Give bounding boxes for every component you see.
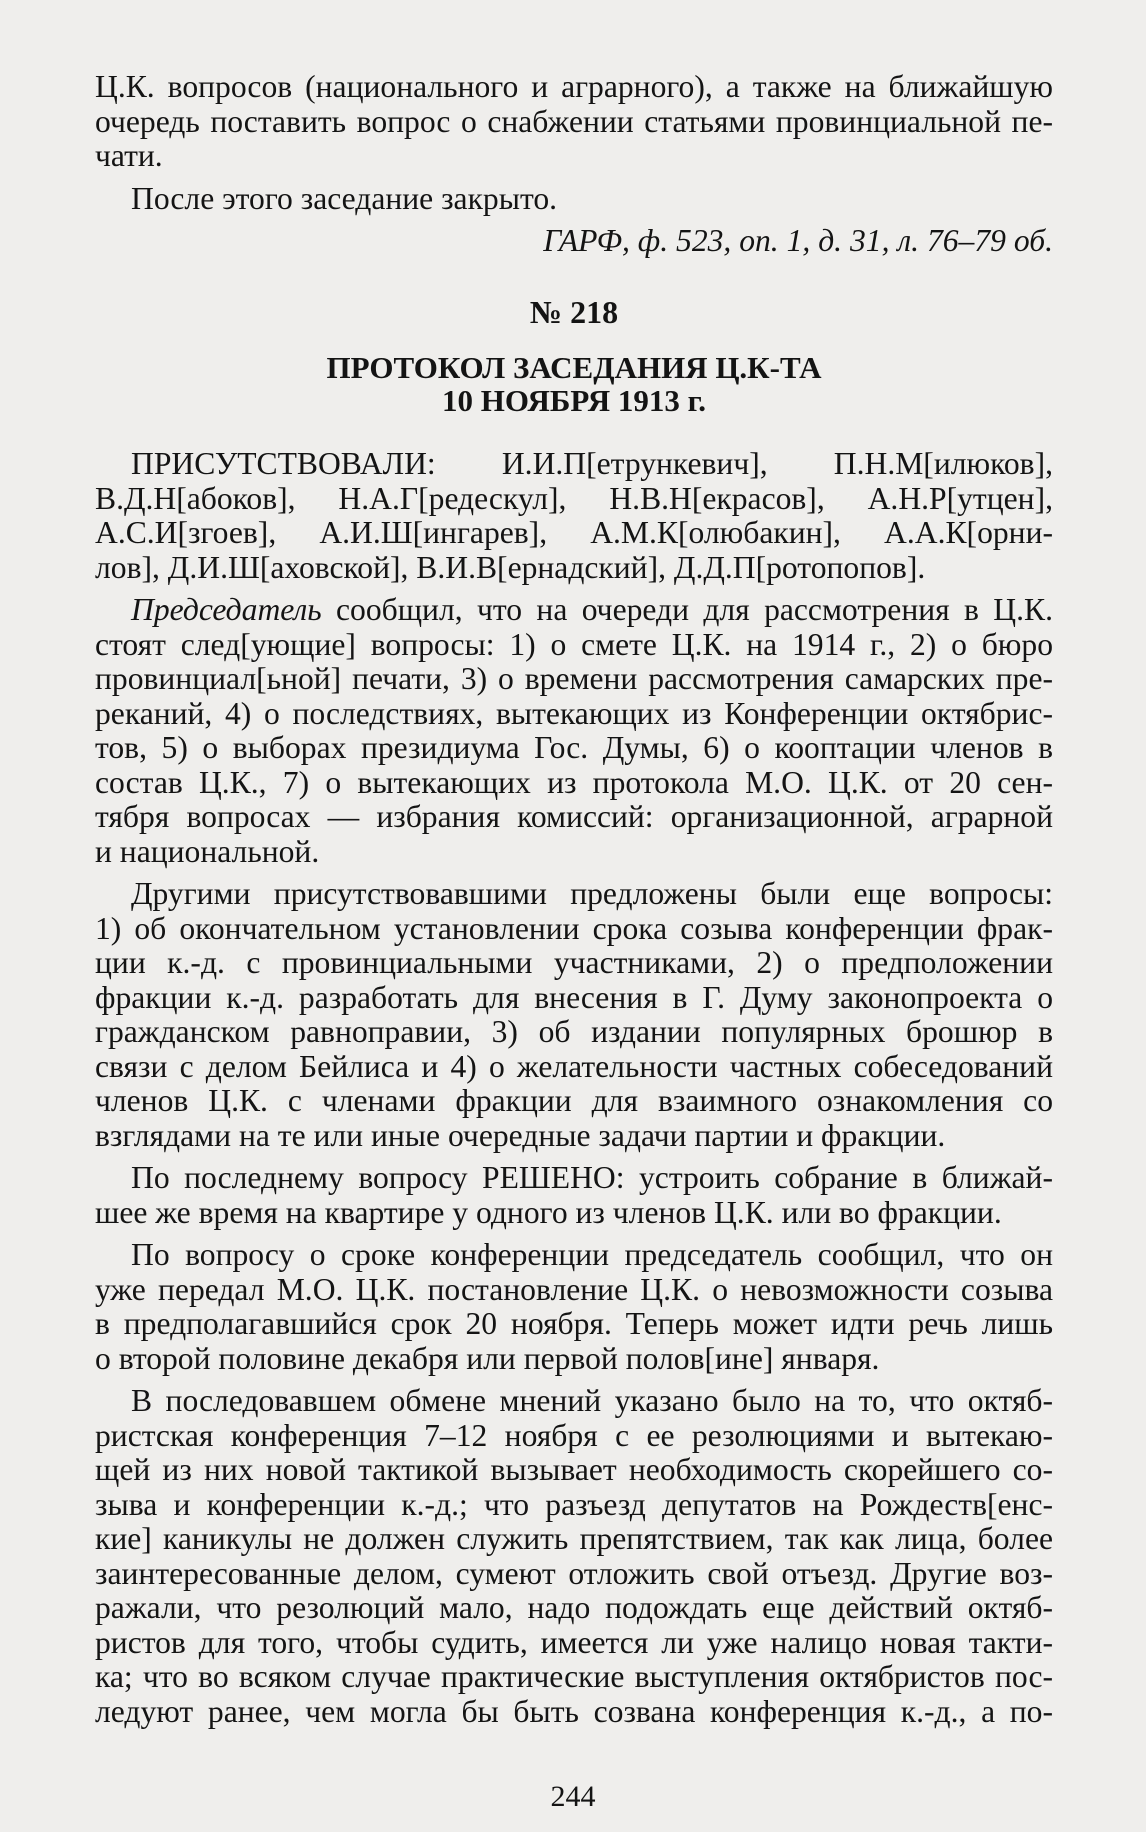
text-line: лов], Д.И.Ш[аховской], В.И.В[ернадский], Д.Д.П[ротопопов]. xyxy=(95,549,926,585)
text-line: ции к.-д. с провинциальными участниками, 2) о предположении xyxy=(95,945,1053,980)
text-line: В последовавшем обмене мнений указано было на то, что октяб- xyxy=(131,1383,1053,1418)
text-line: зыва и конференции к.-д.; что разъезд депутатов на Рождеств[енс- xyxy=(95,1486,1053,1522)
decision-paragraph xyxy=(95,1161,1053,1230)
text-line: А.С.И[згоев], А.И.Ш[ингарев], А.М.К[олюбакин], А.А.К[орни- xyxy=(95,515,1053,550)
text-line: реканий, 4) о последствиях, вытекающих из Конференции октябрис- xyxy=(95,695,1053,731)
text-line: провинциал[ьной] печати, 3) о времени рассмотрения самарских пре- xyxy=(95,661,1053,696)
text-line: ПРИСУТСТВОВАЛИ: И.И.П[етрункевич], П.Н.М[илюков], xyxy=(131,446,1053,481)
discussion-paragraph xyxy=(95,1384,1053,1729)
text-line: кие] каникулы не должен служить препятствием, так как лица, более xyxy=(95,1521,1053,1556)
document-title xyxy=(95,351,1053,417)
title-line: ПРОТОКОЛ ЗАСЕДАНИЯ Ц.К-ТА xyxy=(326,350,822,385)
text-line: и национальной. xyxy=(95,833,320,869)
intro-paragraph xyxy=(95,70,1053,174)
text-line: ражали, что резолюций мало, надо подождать еще действий октяб- xyxy=(95,1590,1053,1625)
text-line: ристская конференция 7–12 ноября с ее резолюциями и вытекаю- xyxy=(95,1417,1053,1453)
text-line: ледуют ранее, чем могла бы быть созвана конференция к.-д., а по- xyxy=(95,1693,1053,1729)
attendance-paragraph xyxy=(95,447,1053,585)
text-line: Ц.К. вопросов (национального и аграрного), а также на ближайшую xyxy=(95,69,1053,104)
chairman-lead: Председатель xyxy=(131,592,322,627)
text-line: В.Д.Н[абоков], Н.А.Г[редескул], Н.В.Н[екрасов], А.Н.Р[утцен], xyxy=(95,480,1053,516)
text-line: По последнему вопросу РЕШЕНО: устроить собрание в ближай- xyxy=(131,1160,1053,1195)
archive-source: ГАРФ, ф. 523, оп. 1, д. 31, л. 76–79 об. xyxy=(543,223,1053,258)
page-body xyxy=(95,70,1053,1737)
text-line: связи с делом Бейлиса и 4) о желательности частных собеседований xyxy=(95,1048,1053,1084)
text-line: очередь поставить вопрос о снабжении статьями провинциальной пе- xyxy=(95,103,1053,139)
title-line: 10 НОЯБРЯ 1913 г. xyxy=(442,383,706,418)
proposals-paragraph xyxy=(95,877,1053,1153)
text-line: По вопросу о сроке конференции председатель сообщил, что он xyxy=(131,1237,1053,1272)
text-line: взглядами на те или иные очередные задачи партии и фракции. xyxy=(95,1117,946,1153)
chairman-paragraph xyxy=(95,593,1053,869)
document-number: № 218 xyxy=(529,293,619,330)
page-number: 244 xyxy=(550,1780,596,1813)
text-line: тов, 5) о выборах президиума Гос. Думы, 6) о кооптации членов в xyxy=(95,730,1053,765)
text-line xyxy=(95,593,1053,628)
text-line: уже передал М.О. Ц.К. постановление Ц.К. о невозможности созыва xyxy=(95,1271,1053,1307)
text-line: Другими присутствовавшими предложены были еще вопросы: xyxy=(131,876,1053,911)
text-line: в предполагавшийся срок 20 ноября. Теперь может идти речь лишь xyxy=(95,1306,1053,1341)
text-line: щей из них новой тактикой вызывает необходимость скорейшего со- xyxy=(95,1452,1053,1487)
text-fragment: сообщил, что на очереди для рассмотрения в Ц.К. xyxy=(321,592,1053,627)
text-line: 1) об окончательном установлении срока созыва конференции фрак- xyxy=(95,910,1053,946)
text-line: стоят след[ующие] вопросы: 1) о смете Ц.К. на 1914 г., 2) о бюро xyxy=(95,626,1053,662)
text-line: После этого заседание закрыто. xyxy=(131,180,558,216)
closing-paragraph xyxy=(95,182,1053,217)
text-line: ка; что во всяком случае практические выступления октябристов пос- xyxy=(95,1659,1053,1694)
text-line: тября вопросах — избрания комиссий: организационной, аграрной xyxy=(95,799,1053,834)
text-line: чати. xyxy=(95,138,163,173)
conference-date-paragraph xyxy=(95,1238,1053,1376)
text-line: шее же время на квартире у одного из членов Ц.К. или во фракции. xyxy=(95,1194,1002,1230)
text-line: ристов для того, чтобы судить, имеется ли уже налицо новая такти- xyxy=(95,1624,1053,1660)
text-line: о второй половине декабря или первой полов[ине] января. xyxy=(95,1340,880,1376)
text-line: членов Ц.К. с членами фракции для взаимного ознакомления со xyxy=(95,1083,1053,1118)
text-line: заинтересованные делом, сумеют отложить свой отъезд. Другие воз- xyxy=(95,1555,1053,1591)
text-line: фракции к.-д. разработать для внесения в Г. Думу законопроекта о xyxy=(95,979,1053,1015)
text-line: состав Ц.К., 7) о вытекающих из протокола М.О. Ц.К. от 20 сен- xyxy=(95,764,1053,800)
text-line: гражданском равноправии, 3) об издании популярных брошюр в xyxy=(95,1014,1053,1049)
